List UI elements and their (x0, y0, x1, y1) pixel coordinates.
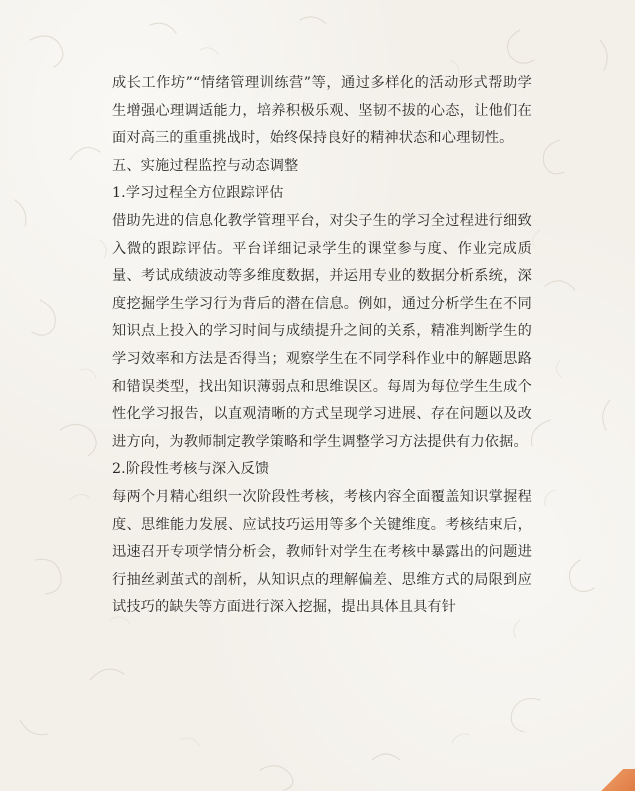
corner-accent (595, 769, 635, 791)
section-heading: 五、实施过程监控与动态调整 (112, 157, 299, 174)
subsection-1-heading: 1.学习过程全方位跟踪评估 (112, 185, 284, 202)
paragraph-continuation: 成长工作坊”“情绪管理训练营”等，通过多样化的活动形式帮助学生增强心理调适能力，培养积极乐观、坚韧不拔的心态，让他们在面对高三的重重挑战时，始终保持良好的精神状态和心理韧性。 (112, 75, 532, 147)
subsection-2-body: 每两个月精心组织一次阶段性考核，考核内容全面覆盖知识掌握程度、思维能力发展、应试技巧运用等多个关键维度。考核结束后，迅速召开专项学情分析会，教师针对学生在考核中暴露出的问题进行抽丝剥茧式的剖析，从知识点的理解偏差、思维方式的局限到应试技巧的缺失等方面进行深入挖掘，提出具体且具有针 (112, 488, 532, 616)
subsection-1-body: 借助先进的信息化教学管理平台，对尖子生的学习全过程进行细致入微的跟踪评估。平台详细记录学生的课堂参与度、作业完成质量、考试成绩波动等多维度数据，并运用专业的数据分析系统，深度挖掘学生学习行为背后的潜在信息。例如，通过分析学生在不同知识点上投入的学习时间与成绩提升之间的关系，精准判断学生的学习效率和方法是否得当；观察学生在不同学科作业中的解题思路和错误类型，找出知识薄弱点和思维误区。每周为每位学生生成个性化学习报告，以直观清晰的方式呈现学习进展、存在问题以及改进方向，为教师制定教学策略和学生调整学习方法提供有力依据。 (112, 212, 532, 450)
subsection-2-heading: 2.阶段性考核与深入反馈 (112, 461, 270, 478)
document-body (112, 70, 532, 622)
